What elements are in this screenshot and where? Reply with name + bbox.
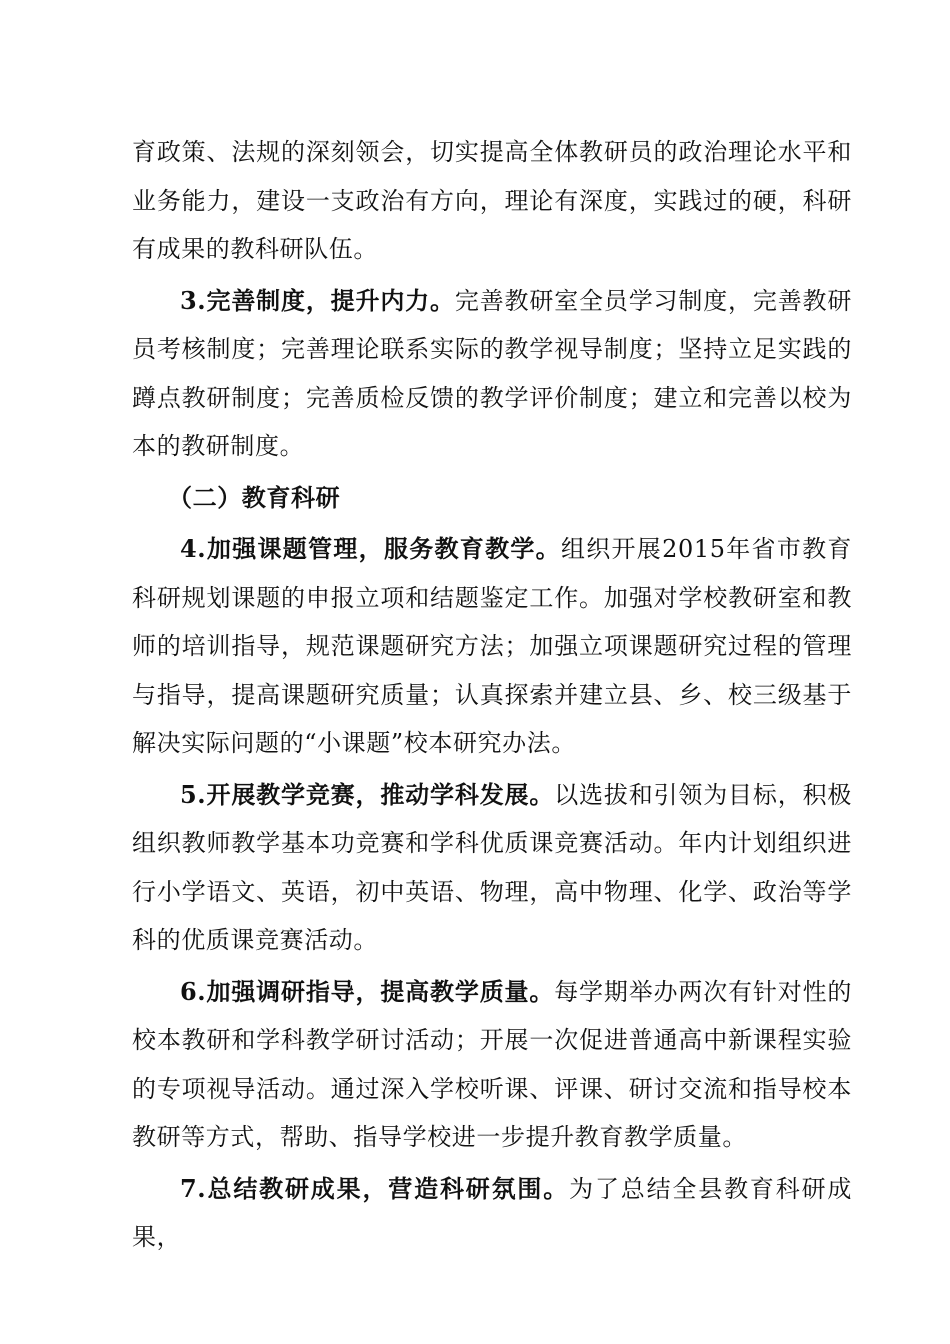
paragraph-lead: 7.总结教研成果，营造科研氛围。 bbox=[180, 1173, 570, 1203]
paragraph-text: 组织开展2015年省市教育科研规划课题的申报立项和结题鉴定工作。加强对学校教研室和教师的培训指导，规范课题研究方法；加强立项课题研究过程的管理与指导，提高课题研究质量；认真探索并建立县、乡、校三级基于解决实际问题的“小课题”校本研究办法。 bbox=[132, 535, 852, 757]
paragraph-text: 完善教研室全员学习制度，完善教研员考核制度；完善理论联系实际的教学视导制度；坚持立足实践的蹲点教研制度；完善质检反馈的教学评价制度；建立和完善以校为本的教研制度。 bbox=[132, 286, 852, 460]
paragraph-text: 以选拔和引领为目标，积极组织教师教学基本功竞赛和学科优质课竞赛活动。年内计划组织进行小学语文、英语，初中英语、物理，高中物理、化学、政治等学科的优质课竞赛活动。 bbox=[132, 780, 853, 954]
document-page bbox=[132, 128, 852, 1262]
paragraph-lead: 5.开展教学竞赛，推动学科发展。 bbox=[180, 779, 555, 809]
paragraph-item-4 bbox=[132, 525, 852, 768]
paragraph-continuation bbox=[132, 128, 852, 274]
paragraph-item-5 bbox=[132, 771, 852, 965]
paragraph-text: 育政策、法规的深刻领会，切实提高全体教研员的政治理论水平和业务能力，建设一支政治有方向，理论有深度，实践过的硬，科研有成果的教科研队伍。 bbox=[132, 138, 852, 263]
paragraph-text: 每学期举办两次有针对性的校本教研和学科教学研讨活动；开展一次促进普通高中新课程实验的专项视导活动。通过深入学校听课、评课、研讨交流和指导校本教研等方式，帮助、指导学校进一步提升教育教学质量。 bbox=[132, 977, 853, 1151]
paragraph-item-3 bbox=[132, 277, 852, 471]
paragraph-text: 为了总结全县教育科研成果， bbox=[132, 1174, 853, 1251]
section-heading: （二）教育科研 bbox=[168, 482, 341, 512]
paragraph-lead: 6.加强调研指导，提高教学质量。 bbox=[180, 976, 555, 1006]
paragraph-lead: 3.完善制度，提升内力。 bbox=[180, 285, 455, 315]
paragraph-item-6 bbox=[132, 968, 852, 1162]
paragraph-item-7 bbox=[132, 1165, 852, 1262]
paragraph-lead: 4.加强课题管理，服务教育教学。 bbox=[180, 534, 561, 563]
